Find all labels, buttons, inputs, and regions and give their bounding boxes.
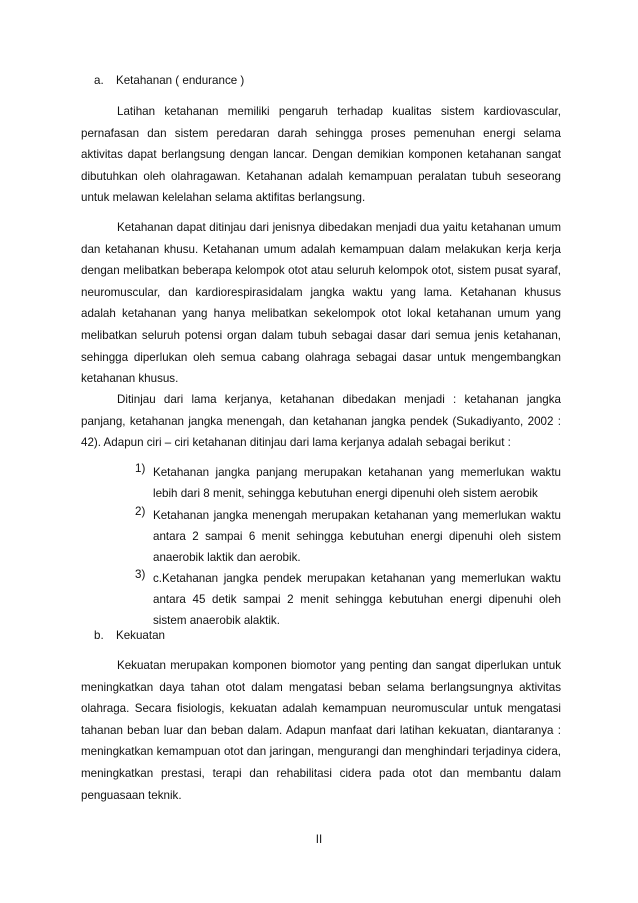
list-item-text: c.Ketahanan jangka pendek merupakan ketahanan yang memerlukan waktu antara 45 detik sampai 2 menit sehingga kebutuhan energi dipenuhi oleh sistem anaerobik alaktik.: [153, 572, 561, 627]
list-item: [135, 505, 561, 568]
section-b-heading: [94, 629, 165, 642]
list-item-number: 3): [135, 568, 146, 581]
paragraph-text: Ditinjau dari lama kerjanya, ketahanan dibedakan menjadi : ketahanan jangka panjang, ketahanan jangka menengah, dan ketahanan jangka pendek (Sukadiyanto, 2002 : 42). Adapun ciri – ciri ketahanan ditinjau dari lama kerjanya adalah sebagai berikut :: [81, 393, 561, 450]
page-number: II: [315, 833, 323, 846]
list-item-text: Ketahanan jangka menengah merupakan ketahanan yang memerlukan waktu antara 2 sampai 6 menit sehingga kebutuhan energi dipenuhi oleh sistem anaerobik laktik dan aerobik.: [153, 509, 561, 564]
section-a-title: Ketahanan ( endurance ): [116, 74, 245, 87]
section-b-marker: b.: [94, 629, 104, 642]
paragraph-text: Ketahanan dapat ditinjau dari jenisnya dibedakan menjadi dua yaitu ketahanan umum dan ketahanan khusu. Ketahanan umum adalah kemampuan dalam melakukan kerja kerja dengan melibatkan beberapa kelompok otot atau seluruh kelompok otot, sistem pusat syaraf, neuromuscular, dan kardiorespirasidalam jangka waktu yang lama. Ketahanan khusus adalah ketahanan yang hanya melibatkan sekelompok otot lokal ketahanan umum yang melibatkan seluruh potensi organ dalam tubuh sebagai dasar dari semua jenis ketahanan, sehingga diperlukan oleh semua cabang olahraga sebagai dasar untuk mengembangkan ketahanan khusus.: [81, 221, 561, 386]
list-item: [135, 462, 561, 504]
list-item-text: Ketahanan jangka panjang merupakan ketahanan yang memerlukan waktu lebih dari 8 menit, sehingga kebutuhan energi dipenuhi oleh sistem aerobik: [153, 466, 561, 500]
paragraph: [81, 655, 561, 806]
list-item-number: 1): [135, 462, 146, 475]
paragraph: [81, 217, 561, 390]
paragraph: [81, 101, 561, 209]
list-item-number: 2): [135, 505, 146, 518]
section-a-heading: [94, 74, 244, 87]
paragraph-text: Latihan ketahanan memiliki pengaruh terhadap kualitas sistem kardiovascular, pernafasan dan sistem peredaran darah sehingga proses pemenuhan energi selama aktivitas dapat berlangsung dengan lancar. Dengan demikian komponen ketahanan sangat dibutuhkan oleh olahragawan. Ketahanan adalah kemampuan peralatan tubuh seseorang untuk melawan kelelahan selama aktifitas berlangsung.: [81, 105, 561, 205]
section-a-marker: a.: [94, 74, 104, 87]
list-item: [135, 568, 561, 631]
section-b-title: Kekuatan: [116, 629, 165, 642]
paragraph: [81, 389, 561, 454]
paragraph-text: Kekuatan merupakan komponen biomotor yang penting dan sangat diperlukan untuk meningkatkan daya tahan otot dalam mengatasi beban selama berlangsungnya aktivitas olahraga. Secara fisiologis, kekuatan adalah kemampuan neuromuscular untuk mengatasi tahanan beban luar dan beban dalam. Adapun manfaat dari latihan kekuatan, diantaranya : meningkatkan kemampuan otot dan jaringan, mengurangi dan menghindari terjadinya cidera, meningkatkan prestasi, terapi dan rehabilitasi cidera pada otot dan membantu dalam penguasaan teknik.: [81, 659, 561, 802]
